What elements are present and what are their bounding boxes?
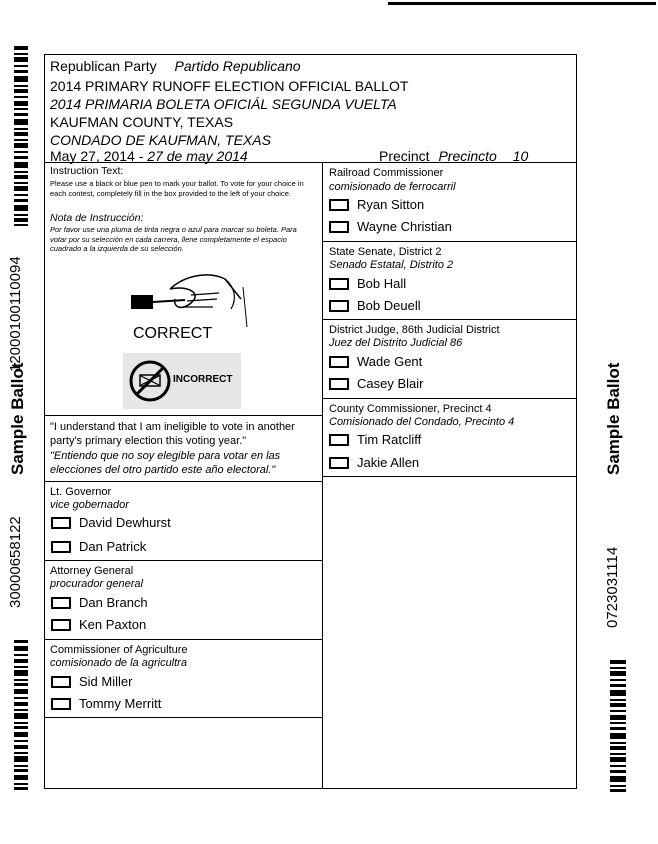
party-statement-section (45, 415, 322, 481)
incorrect-label: INCORRECT (173, 374, 233, 385)
candidate-name: Tim Ratcliff (357, 432, 422, 447)
contest-subtitle: comisionado de la agricultra (50, 657, 187, 669)
ballot-title-es: 2014 PRIMARIA BOLETA OFICIÁL SEGUNDA VUELTA (50, 96, 397, 112)
candidate-option[interactable] (329, 197, 424, 212)
left-top-barcode (14, 46, 28, 226)
left-ballot-number-bottom: 30000658122 (7, 516, 24, 608)
county-name-es: CONDADO DE KAUFMAN, TEXAS (50, 132, 271, 148)
party-line (50, 58, 301, 74)
contest-county-commissioner (323, 398, 577, 476)
vote-box[interactable] (329, 221, 349, 233)
vote-box[interactable] (329, 300, 349, 312)
candidate-option[interactable] (329, 376, 423, 391)
candidate-name: Jakie Allen (357, 455, 420, 470)
contest-title: District Judge, 86th Judicial District (329, 324, 500, 336)
empty-section (45, 717, 322, 787)
ballot-form (44, 54, 577, 789)
candidate-option[interactable] (51, 674, 132, 689)
top-rule (388, 2, 656, 5)
election-date: May 27, 2014 - 27 de may 2014 (50, 148, 248, 164)
candidate-option[interactable] (329, 432, 421, 447)
vote-box[interactable] (329, 278, 349, 290)
candidate-name: Casey Blair (357, 376, 424, 391)
right-ballot-number: 0723031114 (604, 546, 621, 628)
statement-text: "I understand that I am ineligible to vote in another party's primary election this voting year." (50, 421, 295, 447)
statement-text-es: "Entiendo que no soy elegible para votar en las elecciones del otro partido este año electoral." (50, 450, 281, 476)
candidate-name: Bob Deuell (357, 298, 421, 313)
instruction-body: Please use a black or blue pen to mark your ballot. To vote for your choice in each contest, completely fill in the box provided to the left of your choice. (50, 179, 304, 198)
right-bottom-barcode (610, 660, 626, 792)
candidate-name: Sid Miller (79, 674, 133, 689)
county-name: KAUFMAN COUNTY, TEXAS (50, 114, 234, 130)
contest-subtitle: Senado Estatal, Distrito 2 (329, 259, 454, 271)
left-sample-ballot-label: Sample Ballot (8, 362, 27, 475)
left-ballot-number-top: 12000100110094 (7, 256, 24, 372)
candidate-name: Dan Branch (79, 595, 148, 610)
instruction-body-es: Por favor use una pluma de tinta negra o azul para marcar su boleta. Para votar por su selección en cada carrera, llene completamente el espacio cuadrado a la izquierda de su selección. (50, 225, 297, 253)
left-bottom-barcode (14, 640, 28, 790)
vote-box[interactable] (329, 356, 349, 368)
contest-subtitle: procurador general (50, 578, 143, 590)
contest-subtitle: comisionado de ferrocarril (329, 181, 456, 193)
contest-title: State Senate, District 2 (329, 246, 442, 258)
vote-box[interactable] (329, 199, 349, 211)
vote-box[interactable] (329, 457, 349, 469)
precinct-label: Precinct Precincto 10 (379, 148, 529, 164)
contest-title: Commissioner of Agriculture (50, 644, 188, 656)
contest-title: County Commissioner, Precinct 4 (329, 403, 492, 415)
vote-box[interactable] (51, 676, 71, 688)
candidate-name: Ryan Sitton (357, 197, 425, 212)
right-sample-ballot-label: Sample Ballot (604, 362, 623, 475)
contest-title: Lt. Governor (50, 486, 112, 498)
contest-commissioner-agriculture (45, 639, 322, 717)
vote-box[interactable] (51, 517, 71, 529)
candidate-option[interactable] (329, 455, 419, 470)
candidate-option[interactable] (51, 515, 171, 530)
contest-railroad-commissioner (323, 162, 577, 241)
contest-lt-governor (45, 481, 322, 560)
vote-box[interactable] (51, 698, 71, 710)
incorrect-marking-illustration (123, 353, 241, 409)
contest-title: Railroad Commissioner (329, 167, 444, 179)
contest-state-senate (323, 241, 577, 319)
candidate-option[interactable] (51, 617, 146, 632)
candidate-option[interactable] (51, 539, 146, 554)
candidate-name: Tommy Merritt (79, 696, 162, 711)
party-name: Republican Party (50, 58, 157, 74)
vote-box[interactable] (51, 541, 71, 553)
candidate-name: Wayne Christian (357, 219, 452, 234)
party-name-es: Partido Republicano (174, 58, 301, 74)
right-column (322, 162, 577, 788)
empty-section (323, 476, 577, 788)
correct-marking-illustration (125, 269, 255, 329)
candidate-option[interactable] (329, 276, 406, 291)
contest-subtitle: vice gobernador (50, 499, 129, 511)
candidate-option[interactable] (329, 219, 452, 234)
instructions-section (45, 162, 322, 415)
candidate-option[interactable] (51, 696, 161, 711)
vote-box[interactable] (51, 597, 71, 609)
vote-box[interactable] (329, 434, 349, 446)
candidate-name: Wade Gent (357, 354, 423, 369)
contest-attorney-general (45, 560, 322, 639)
correct-label: CORRECT (133, 325, 213, 342)
vote-box[interactable] (329, 378, 349, 390)
candidate-option[interactable] (329, 298, 421, 313)
candidate-name: Ken Paxton (79, 617, 147, 632)
ballot-title: 2014 PRIMARY RUNOFF ELECTION OFFICIAL BALLOT (50, 78, 409, 94)
candidate-name: David Dewhurst (79, 515, 171, 530)
candidate-option[interactable] (51, 595, 148, 610)
precinct-number: 10 (512, 148, 529, 164)
vote-box[interactable] (51, 619, 71, 631)
contest-title: Attorney General (50, 565, 134, 577)
candidate-name: Dan Patrick (79, 539, 147, 554)
contest-district-judge (323, 319, 577, 398)
instruction-heading: Instruction Text: (50, 165, 124, 177)
candidate-option[interactable] (329, 354, 422, 369)
instruction-heading-es: Nota de Instrucción: (50, 212, 144, 224)
contest-subtitle: Juez del Distrito Judicial 86 (329, 337, 463, 349)
candidate-name: Bob Hall (357, 276, 407, 291)
contest-subtitle: Comisionado del Condado, Precinto 4 (329, 416, 515, 428)
